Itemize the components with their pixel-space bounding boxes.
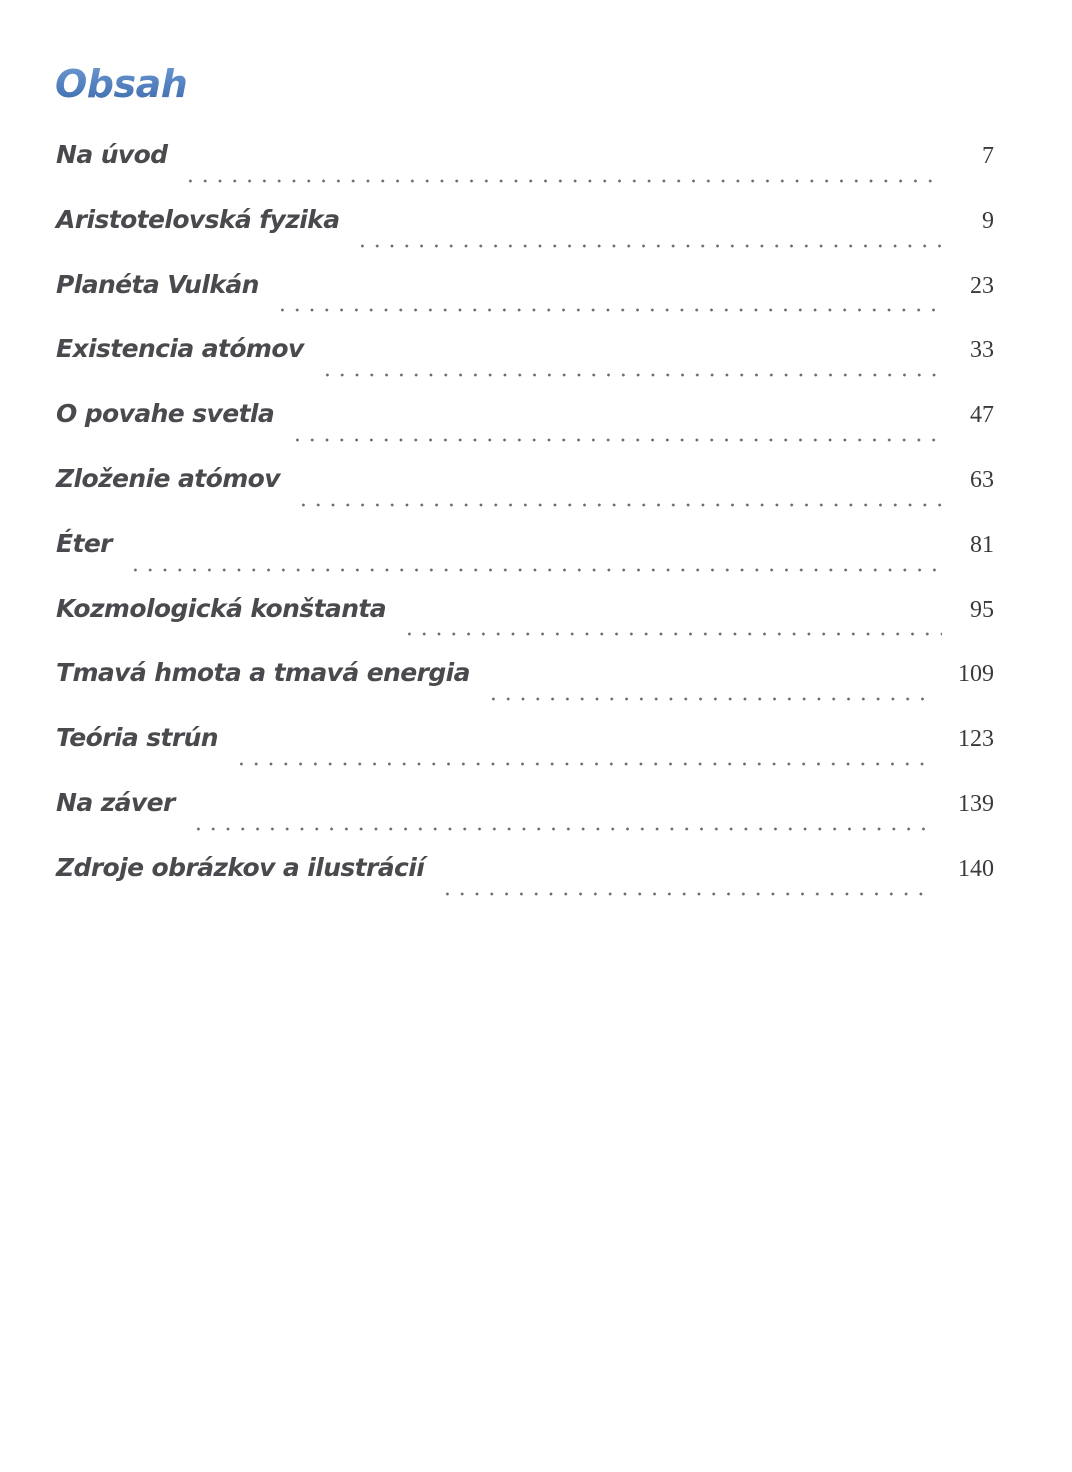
toc-entry-page: 123 — [958, 726, 994, 753]
toc-entry — [56, 399, 994, 464]
dot-leader — [290, 438, 942, 442]
toc-entry — [56, 853, 994, 918]
toc-entry-title: Na záver — [56, 787, 175, 817]
dot-leader — [355, 244, 942, 248]
dot-leader — [275, 308, 942, 312]
toc-entry-title: Zdroje obrázkov a ilustrácií — [56, 852, 425, 882]
toc-entry-title: Kozmologická konštanta — [56, 593, 387, 623]
toc-entry — [56, 658, 994, 723]
toc-entry-page: 109 — [958, 661, 994, 688]
toc-entry-title: Aristotelovská fyzika — [56, 204, 340, 234]
dot-leader — [440, 892, 930, 896]
page-title: Obsah — [55, 62, 188, 106]
dot-leader — [402, 632, 942, 636]
toc-entry-page: 7 — [982, 143, 994, 169]
toc-entry-page: 81 — [970, 531, 994, 558]
dot-leader — [296, 503, 942, 507]
toc-entry-page: 95 — [970, 596, 994, 623]
toc-entry-page: 9 — [982, 207, 994, 234]
toc-entry-page: 47 — [970, 402, 994, 429]
toc-entry-title: Planéta Vulkán — [56, 269, 259, 299]
dot-leader — [183, 179, 942, 183]
toc-entry — [56, 529, 994, 594]
toc-entry-title: Existencia atómov — [56, 334, 304, 364]
dot-leader — [128, 568, 942, 572]
toc-entry — [56, 205, 994, 270]
toc-entry-title: Tmavá hmota a tmavá energia — [56, 658, 470, 688]
toc-entry-page: 140 — [958, 855, 994, 882]
toc-entry — [56, 270, 994, 335]
toc-entry-page: 23 — [970, 272, 994, 299]
table-of-contents — [56, 140, 994, 918]
dot-leader — [320, 373, 942, 377]
toc-entry-page: 139 — [958, 790, 994, 817]
toc-entry-page: 33 — [970, 337, 994, 364]
dot-leader — [191, 827, 930, 831]
toc-entry — [56, 464, 994, 529]
toc-entry-title: O povahe svetla — [56, 399, 275, 429]
dot-leader — [486, 697, 930, 701]
toc-entry-page: 63 — [970, 466, 994, 493]
toc-entry — [56, 334, 994, 399]
toc-entry-title: Na úvod — [56, 140, 168, 169]
dot-leader — [234, 762, 930, 766]
toc-entry-title: Zloženie atómov — [56, 463, 280, 493]
toc-entry-title: Teória strún — [56, 723, 218, 753]
toc-entry — [56, 140, 994, 205]
toc-entry — [56, 723, 994, 788]
toc-entry — [56, 788, 994, 853]
toc-entry — [56, 594, 994, 659]
toc-entry-title: Éter — [56, 528, 112, 558]
